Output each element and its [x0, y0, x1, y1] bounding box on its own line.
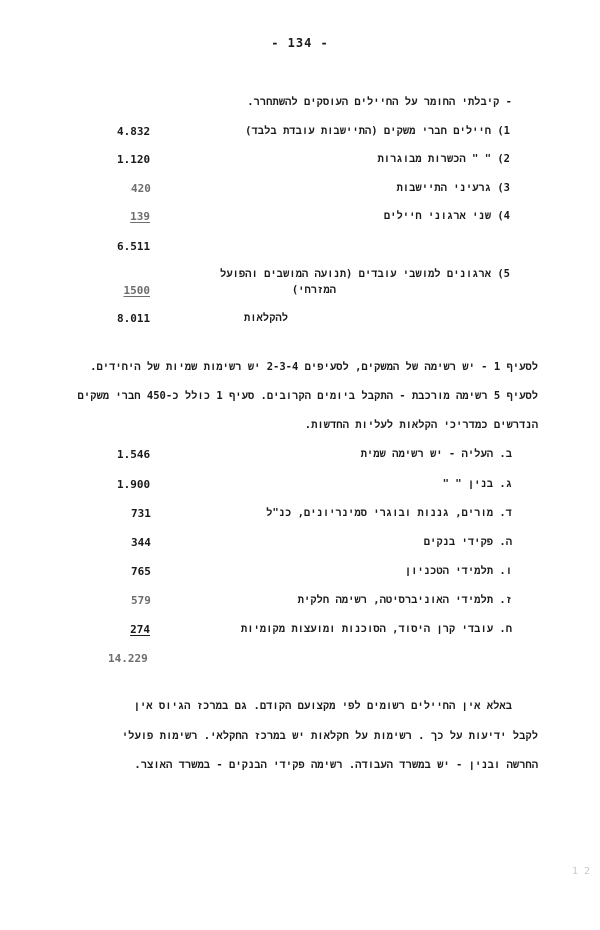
paragraph-line: הנדרשים כמדריכי הקלאות לעליות החדשות. [304, 419, 538, 431]
paragraph-line: באלא אין החיילים רשומים לפי מקצועם הקודם. גם במרכז הגיוס אין [133, 700, 512, 712]
list-item-label: 3) גרעיני התיישבות [396, 182, 510, 194]
list-item-label: ד. מורים, גננות ובוגרי סמינריונים, כנ"ל [266, 507, 512, 519]
total-value: 8.011 [117, 312, 151, 325]
list-item-label: 4) שני ארגוני חיילים [383, 210, 510, 222]
list-item-value: 274 [130, 623, 150, 636]
list-item-label: ו. תלמידי הטכניון [404, 565, 512, 577]
paragraph-line: החרשה ובנין - יש במשרד העבודה. רשימה פקידי הבנקים - במשרד האוצר. [134, 759, 538, 771]
total-label: להקלאות [243, 312, 288, 324]
list-item-label: ז. תלמידי האוניברסיטה, רשימה חלקית [297, 594, 512, 606]
paragraph-line: לסעיף 5 רשימה מורכבת - התקבל ביומים הקרובים. סעיף 1 כולל כ-450 חברי משקים [77, 390, 538, 402]
list-item-label: 5) ארגונים למושבי עובדים (תנועה המושבים והפועל [219, 268, 510, 280]
subtotal-value: 6.511 [117, 240, 151, 253]
list-item-value: 344 [131, 536, 151, 549]
page-number: - 134 - [271, 36, 329, 50]
list-item-label: ה. פקידי בנקים [423, 536, 512, 548]
list-item-value: 1.120 [117, 153, 151, 166]
list-item-value: 4.832 [117, 125, 151, 138]
list-item-label: 2) " " הכשרות מבוגרות [377, 153, 510, 165]
list-item-value: 420 [131, 182, 151, 195]
list-item-label: ח. עובדי קרן היסוד, הסוכנות ומועצות מקומיות [240, 623, 512, 635]
list-item-value: 139 [130, 210, 150, 223]
list-item-label-continued: המזרחי) [291, 284, 336, 296]
list-item-label: 1) חיילים חברי משקים (התיישבות עובדת בלבד) [245, 125, 510, 137]
list-item-value: 1.546 [117, 448, 151, 461]
paragraph-line: לקבל ידיעות על כך . רשימות על חקלאות יש במרכז החקלאי. רשימות פועלי [121, 730, 538, 742]
section-heading: - קיבלתי החומר על החיילים העוסקים להשתחרר. [247, 96, 512, 108]
list-item-value: 1500 [123, 284, 150, 297]
list-item-value: 579 [131, 594, 151, 607]
corner-mark: 1 2 [572, 866, 591, 877]
list-item-value: 731 [131, 507, 151, 520]
paragraph-line: לסעיף 1 - יש רשימה של המשקים, לסעיפים 2-3-4 יש רשימות שמיות של היחידים. [90, 361, 538, 373]
list-item-value: 1.900 [117, 478, 151, 491]
list-item-label: ג. בנין " " [442, 478, 512, 490]
list-item-label: ב. העליה - יש רשימה שמית [360, 448, 512, 460]
total-value: 14.229 [108, 652, 148, 665]
list-item-value: 765 [131, 565, 151, 578]
